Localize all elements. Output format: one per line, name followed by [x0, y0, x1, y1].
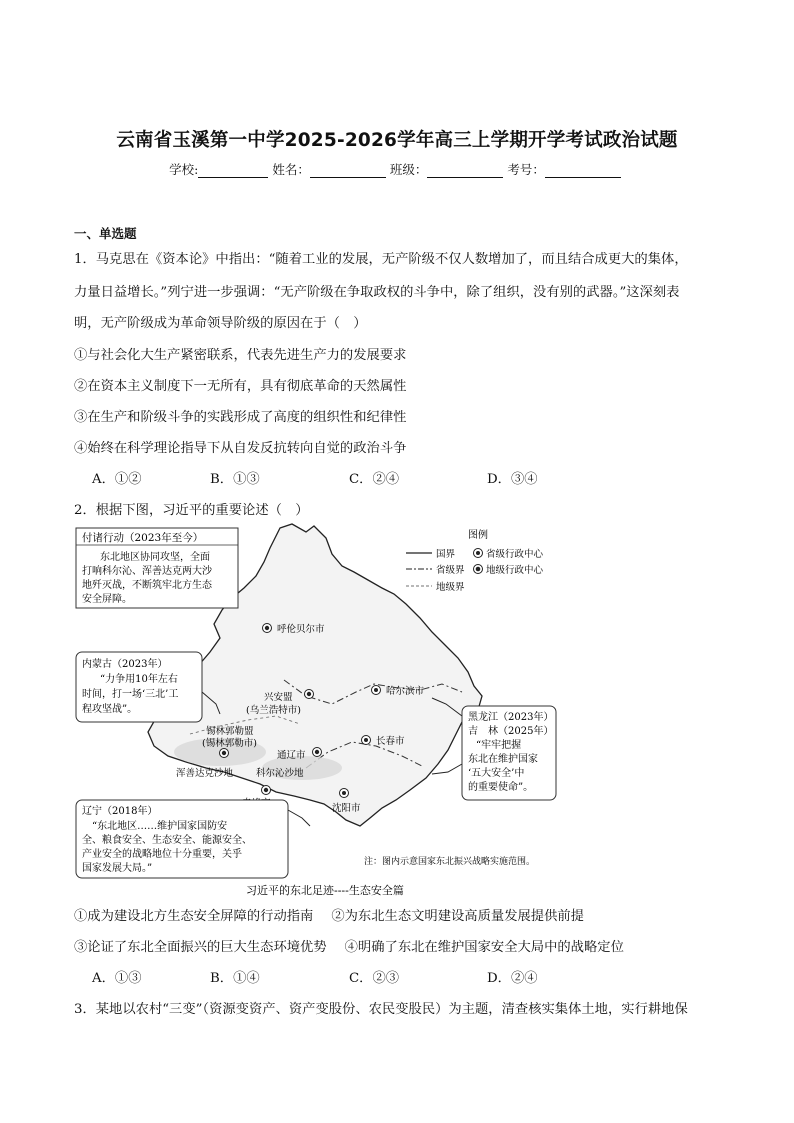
hunshandake-sand-label: 浑善达克沙地 — [176, 768, 234, 779]
q1-item-1: ①与社会化大生产紧密联系，代表先进生产力的发展要求 — [74, 348, 407, 363]
svg-text:安全屏障。: 安全屏障。 — [82, 594, 132, 605]
exam-title: 云南省玉溪第一中学2025-2026学年高三上学期开学考试政治试题 — [116, 130, 678, 151]
q2-items-row1 — [74, 905, 584, 924]
q1-stem-line3: 明，无产阶级成为革命领导阶级的原因在于（ ） — [74, 316, 367, 331]
name-blank[interactable] — [310, 164, 386, 178]
q1-option-d[interactable]: D．③④ — [487, 472, 538, 487]
q2-option-c[interactable]: C．②③ — [349, 971, 400, 986]
school-label: 学校: — [169, 162, 199, 177]
q2-item-1: ①成为建设北方生态安全屏障的行动指南 — [74, 909, 314, 924]
svg-text:东北地区协同攻坚，全面: 东北地区协同攻坚，全面 — [100, 552, 210, 563]
q2-item-2: ②为东北生态文明建设高质量发展提供前提 — [331, 909, 584, 924]
map-note: 注：图内示意国家东北振兴战略实施范围。 — [364, 857, 536, 867]
svg-text:省级行政中心: 省级行政中心 — [486, 549, 544, 560]
svg-text:锡林郭勒盟: 锡林郭勒盟 — [206, 726, 254, 737]
name-label: 姓名： — [272, 162, 310, 177]
svg-text:沈阳市: 沈阳市 — [332, 803, 361, 814]
class-label: 班级： — [389, 162, 428, 177]
svg-text:吉 林（2025年）: 吉 林（2025年） — [468, 726, 554, 737]
q2-item-4: ④明确了东北在维护国家安全大局中的战略定位 — [344, 940, 624, 955]
svg-text:呼伦贝尔市: 呼伦贝尔市 — [277, 624, 325, 635]
svg-text:省级界: 省级界 — [436, 565, 465, 576]
map-caption: 习近平的东北足迹----生态安全篇 — [246, 884, 404, 897]
student-info-line — [0, 160, 794, 178]
svg-text:全、粮食安全、生态安全、能源安全、: 全、粮食安全、生态安全、能源安全、 — [82, 835, 252, 846]
svg-text:哈尔滨市: 哈尔滨市 — [386, 686, 425, 697]
q2-option-d[interactable]: D．②④ — [487, 971, 538, 986]
school-blank[interactable] — [198, 164, 268, 178]
q2-option-b[interactable]: B．①④ — [210, 971, 260, 986]
q1-option-b[interactable]: B．①③ — [210, 472, 260, 487]
svg-text:‘五大安全’中: ‘五大安全’中 — [468, 768, 525, 779]
svg-text:“牢牢把握: “牢牢把握 — [476, 740, 522, 751]
svg-text:程攻坚战”。: 程攻坚战”。 — [82, 704, 138, 715]
section-title: 一、单选题 — [74, 226, 137, 241]
svg-text:东北在维护国家: 东北在维护国家 — [468, 754, 538, 765]
svg-text:地歼灭战，不断筑牢北方生态: 地歼灭战，不断筑牢北方生态 — [82, 580, 212, 591]
svg-text:地级界: 地级界 — [436, 582, 465, 593]
horqin-sand-label: 科尔沁沙地 — [256, 768, 304, 779]
svg-text:黑龙江（2023年）: 黑龙江（2023年） — [468, 712, 554, 723]
svg-text:国家发展大局。”: 国家发展大局。” — [82, 863, 153, 874]
svg-text:内蒙古（2023年）: 内蒙古（2023年） — [82, 659, 168, 670]
svg-text:打响科尔沁、浑善达克两大沙: 打响科尔沁、浑善达克两大沙 — [82, 566, 212, 577]
svg-text:的重要使命”。: 的重要使命”。 — [468, 782, 534, 793]
q1-stem-line2: 力量日益增长。”列宁进一步强调：“无产阶级在争取政权的斗争中，除了组织，没有别的武器。”这深刻表 — [74, 285, 680, 300]
svg-text:图例: 图例 — [468, 530, 488, 541]
q1-item-2: ②在资本主义制度下一无所有，具有彻底革命的天然属性 — [74, 379, 407, 394]
q2-item-3: ③论证了东北全面振兴的巨大生态环境优势 — [74, 940, 327, 955]
q1-item-3: ③在生产和阶级斗争的实践形成了高度的组织性和纪律性 — [74, 410, 407, 425]
map-legend — [406, 528, 544, 593]
class-blank[interactable] — [427, 164, 503, 178]
svg-text:产业安全的战略地位十分重要，关乎: 产业安全的战略地位十分重要，关乎 — [82, 849, 242, 860]
svg-text:“东北地区……维护国家国防安: “东北地区……维护国家国防安 — [92, 821, 228, 832]
q2-items-row2 — [74, 936, 624, 955]
number-blank[interactable] — [545, 164, 621, 178]
svg-text:通辽市: 通辽市 — [277, 750, 306, 761]
number-label: 考号： — [507, 162, 545, 177]
svg-text:(锡林郭勒市): (锡林郭勒市) — [202, 738, 257, 749]
svg-text:(乌兰浩特市): (乌兰浩特市) — [246, 705, 301, 716]
svg-text:辽宁（2018年）: 辽宁（2018年） — [82, 806, 158, 817]
q1-stem-line1: 1．马克思在《资本论》中指出：“随着工业的发展，无产阶级不仅人数增加了，而且结合成更大的集体， — [74, 252, 688, 267]
action-box-title: 付诸行动（2023年至今） — [82, 532, 204, 544]
svg-text:长春市: 长春市 — [376, 736, 405, 747]
svg-text:国界: 国界 — [436, 549, 456, 560]
svg-text:地级行政中心: 地级行政中心 — [486, 565, 544, 576]
svg-text:“力争用10年左右: “力争用10年左右 — [100, 674, 178, 685]
svg-text:兴安盟: 兴安盟 — [264, 692, 293, 703]
svg-text:时间，打一场‘三北’工: 时间，打一场‘三北’工 — [82, 689, 179, 700]
q3-stem-line1: 3．某地以农村“三变”（资源变资产、资产变股份、农民变股民）为主题，清查核实集体土地，实行耕地保 — [74, 1002, 688, 1017]
q2-stem: 2．根据下图，习近平的重要论述（ ） — [74, 503, 309, 518]
q1-option-c[interactable]: C．②④ — [349, 472, 400, 487]
northeast-map-figure — [70, 520, 564, 900]
q2-option-a[interactable]: A．①③ — [92, 971, 142, 986]
q1-item-4: ④始终在科学理论指导下从自发反抗转向自觉的政治斗争 — [74, 441, 407, 456]
q1-option-a[interactable]: A．①② — [92, 472, 142, 487]
